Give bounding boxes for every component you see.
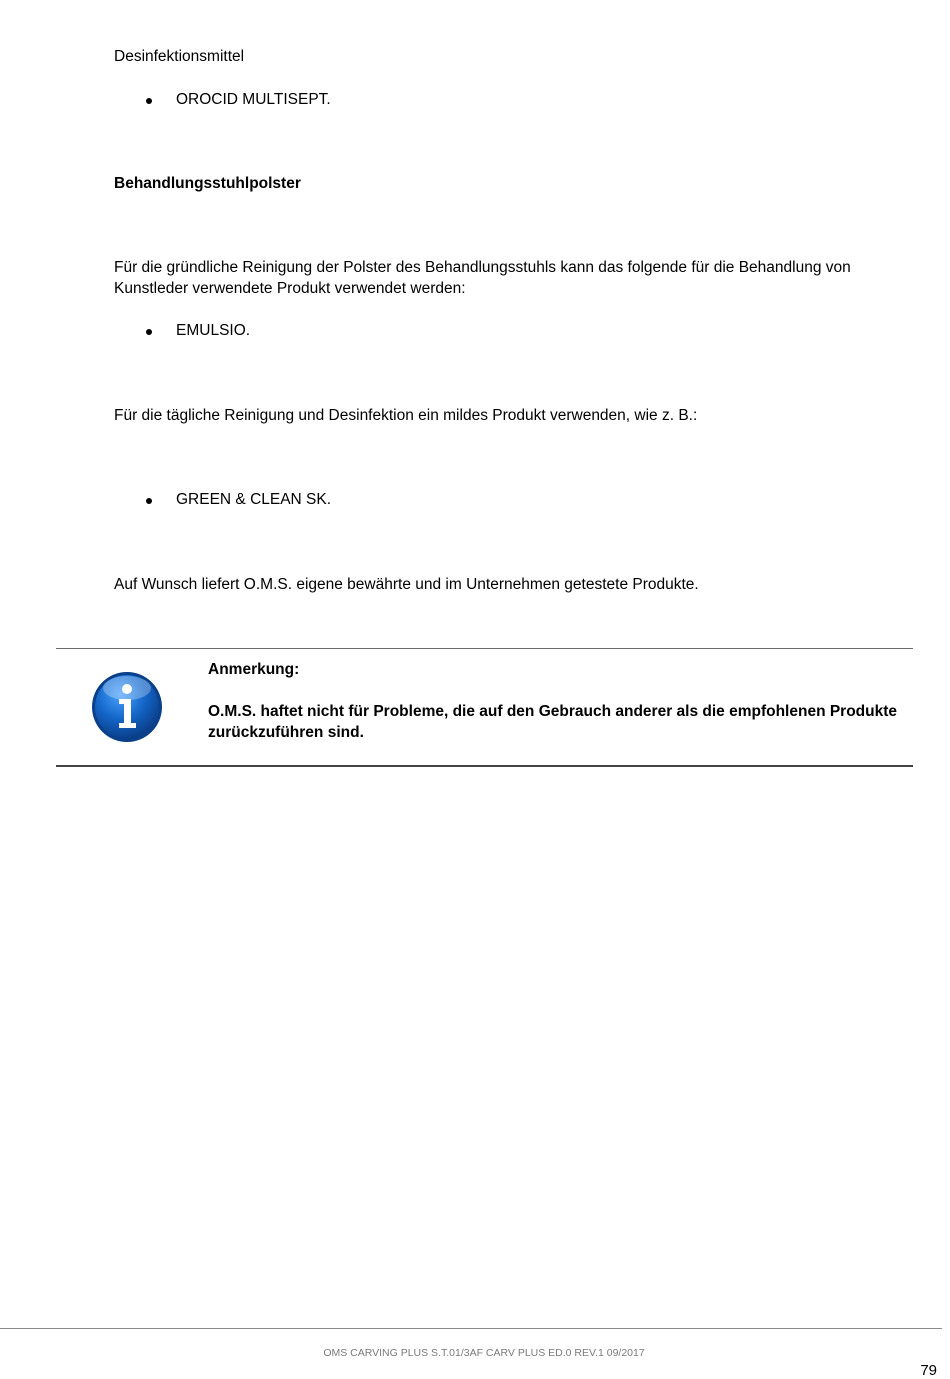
upholstery-paragraph-line2: Kunstleder verwendete Produkt verwendet werden: [114, 280, 466, 297]
daily-bullet: GREEN & CLEAN SK. [176, 491, 332, 508]
note-title: Anmerkung: [208, 661, 300, 678]
upholstery-paragraph-line1: Für die gründliche Reinigung der Polster des Behandlungsstuhls kann das folgende für die Behandlung von [114, 259, 851, 276]
note-body-line1: O.M.S. haftet nicht für Probleme, die auf den Gebrauch anderer als die empfohlenen Produkte [208, 703, 898, 720]
daily-cleaning-paragraph: Für die tägliche Reinigung und Desinfektion ein mildes Produkt verwenden, wie z. B.: [114, 407, 698, 424]
upholstery-bullet: EMULSIO. [176, 322, 251, 339]
disinfectant-bullet: OROCID MULTISEPT. [176, 91, 331, 108]
upholstery-heading: Behandlungsstuhlpolster [114, 175, 301, 192]
page-number: 79 [920, 1362, 937, 1379]
info-icon [90, 670, 164, 744]
bullet-dot [146, 498, 152, 504]
note-bottom-rule [56, 765, 913, 767]
oms-products-paragraph: Auf Wunsch liefert O.M.S. eigene bewährte und im Unternehmen getestete Produkte. [114, 576, 699, 593]
footer-doc-code: OMS CARVING PLUS S.T.01/3AF CARV PLUS ED.0 REV.1 09/2017 [323, 1347, 645, 1359]
bullet-dot [146, 329, 152, 335]
note-body-line2: zurückzuführen sind. [208, 724, 364, 741]
note-top-rule [56, 648, 913, 649]
bullet-dot [146, 98, 152, 104]
footer-rule [0, 1328, 942, 1329]
disinfectant-label: Desinfektionsmittel [114, 48, 245, 65]
